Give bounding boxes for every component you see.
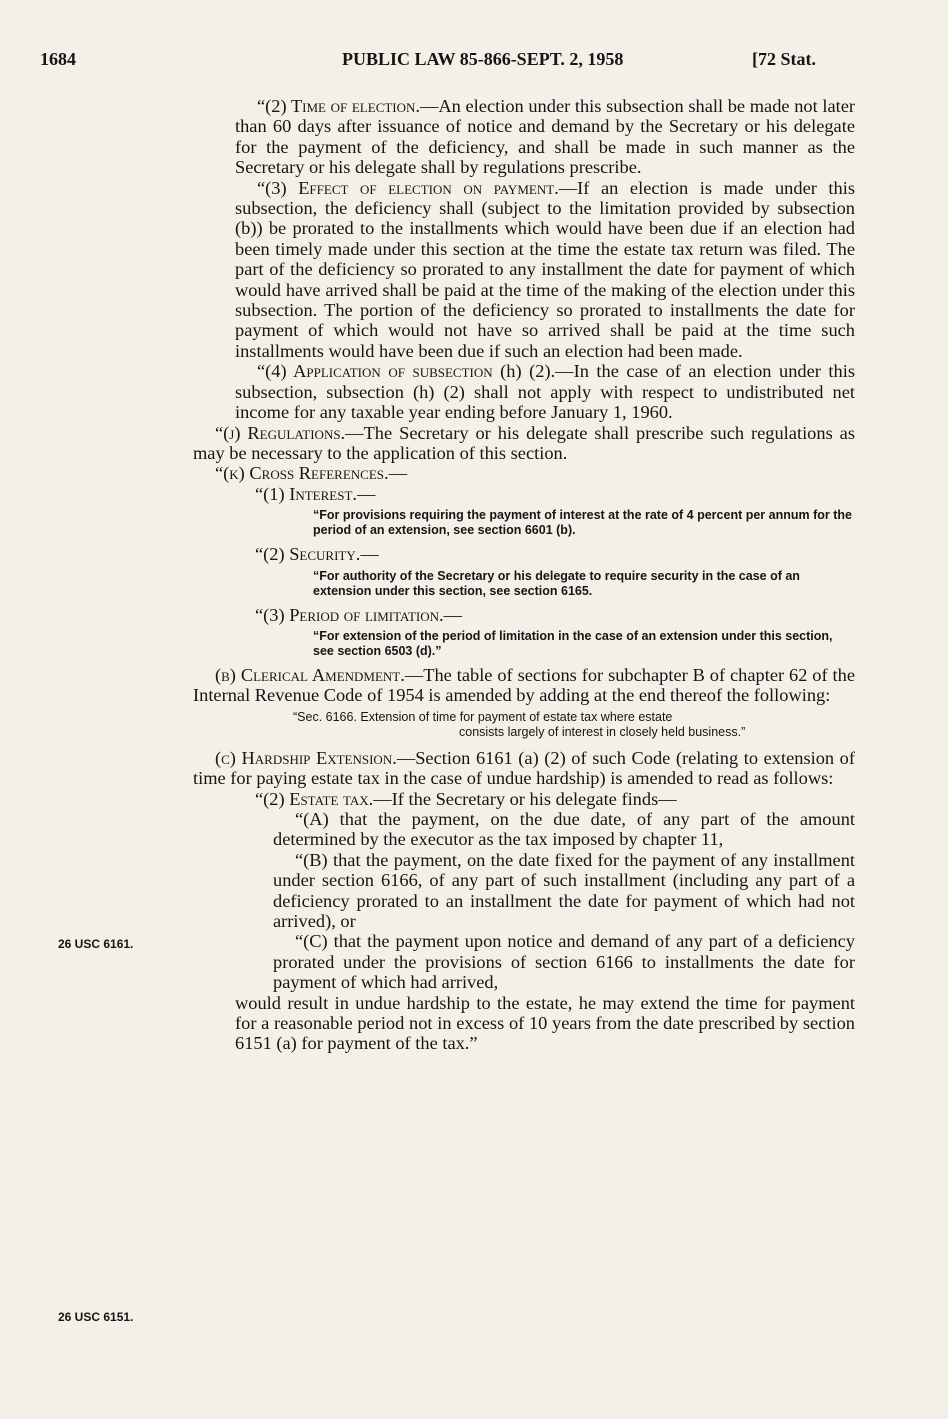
header-title: PUBLIC LAW 85-866-SEPT. 2, 1958 <box>342 49 624 69</box>
paragraph-conclusion: would result in undue hardship to the estate, he may extend the time for payment for a reasonable period not in excess of 10 years from the date prescribed by section 6151 (a) for payment of the tax.” <box>235 992 855 1054</box>
paragraph-application-of-subsection: “(4) Application of subsection (h) (2).—In the case of an election under this subsection, subsection (h) (2) shall not apply with respect to undistributed net income for any taxable year ending before January 1, 1960. <box>235 361 855 423</box>
paragraph-clerical-amendment: (b) Clerical Amendment.—The table of sections for subchapter B of chapter 62 of the Internal Revenue Code of 1954 is amended by adding at the end thereof the following: <box>193 664 855 706</box>
clause-a: “(A) that the payment, on the due date, of any part of the amount determined by the executor as the tax imposed by chapter 11, <box>273 808 855 850</box>
paragraph-interest: “(1) Interest.— <box>255 483 376 504</box>
citation-security: “For authority of the Secretary or his delegate to require security in the case of an extension under this section, see section 6165. <box>313 568 800 598</box>
paragraph-security: “(2) Security.— <box>255 544 379 565</box>
page-number: 1684 <box>40 49 76 69</box>
running-header <box>0 49 948 79</box>
paragraph-regulations: “(j) Regulations.—The Secretary or his delegate shall prescribe such regulations as may be necessary to the application of this section. <box>193 422 855 463</box>
statutes-reference: [72 Stat. <box>752 49 816 69</box>
margin-note-usc-6151: 26 USC 6151. <box>58 1310 134 1324</box>
citation-period-of-limitation: “For extension of the period of limitation in the case of an extension under this section, see section 6503 (d).” <box>313 628 833 658</box>
citation-interest: “For provisions requiring the payment of interest at the rate of 4 percent per annum for the period of an extension, see section 6601 (b). <box>313 508 852 538</box>
body-text <box>193 96 855 1054</box>
clause-b: “(B) that the payment, on the date fixed for the payment of any installment under section 6166, of any part of such installment (including any part of a deficiency prorated to an installment the date for payment of which had not arrived), or <box>273 849 855 931</box>
paragraph-period-of-limitation: “(3) Period of limitation.— <box>255 604 463 625</box>
paragraph-effect-of-election: “(3) Effect of election on payment.—If an election is made under this subsection, the deficiency shall (subject to the limitation provided by subsection (b)) be prorated to the installments which would have been due if an election had been timely made under this section at the time the estate tax return was filed. The part of the deficiency so prorated to any installment the date for payment of which would have arrived shall be paid at the time of the making of the election under this subsection. The portion of the deficiency so prorated to installments the date for payment of which would not have so arrived shall be paid at the time such installments would have been due if such an election had been made. <box>235 177 856 361</box>
paragraph-time-of-election: “(2) Time of election.—An election under this subsection shall be made not later than 60 days after issuance of notice and demand by the Secretary or his delegate for the payment of the deficiency, and shall be made in such manner as the Secretary or his delegate shall by regulations prescribe. <box>235 96 856 178</box>
paragraph-estate-tax: “(2) Estate tax.—If the Secretary or his delegate finds— <box>255 788 677 809</box>
citation-section-6166: “Sec. 6166. Extension of time for payment of estate tax where estate consists largely of interest in closely held business.” <box>293 709 746 739</box>
paragraph-cross-references: “(k) Cross References.— <box>215 463 407 484</box>
margin-note-usc-6161: 26 USC 6161. <box>58 937 134 951</box>
paragraph-hardship-extension: (c) Hardship Extension.—Section 6161 (a) (2) of such Code (relating to extension of time for paying estate tax in the case of undue hardship) is amended to read as follows: <box>193 747 855 789</box>
clause-c: “(C) that the payment upon notice and demand of any part of a deficiency prorated under the provisions of section 6166 to installments the date for payment of which had arrived, <box>273 931 855 993</box>
